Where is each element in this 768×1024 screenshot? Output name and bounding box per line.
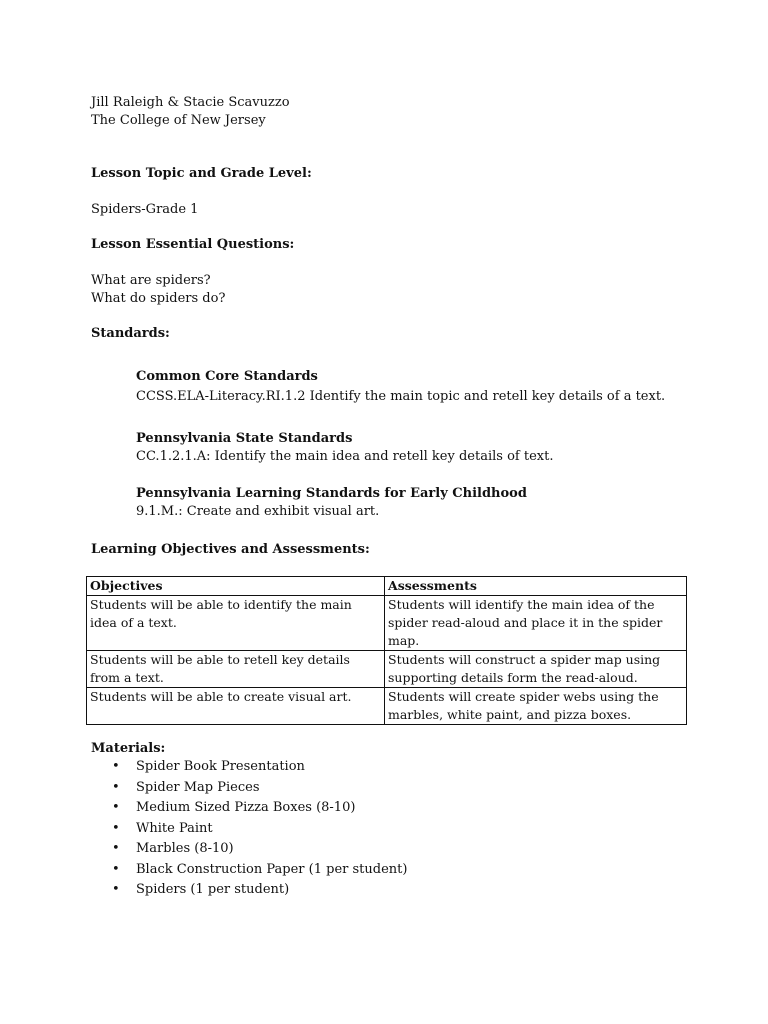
- table-cell: Students will create spider webs using the marbles, white paint, and pizza boxes.: [385, 688, 687, 725]
- table-cell: Students will be able to retell key details from a text.: [87, 651, 385, 688]
- list-item-label: Spider Map Pieces: [136, 779, 260, 795]
- materials-list: [110, 758, 407, 902]
- list-item-label: Black Construction Paper (1 per student): [136, 861, 408, 877]
- list-item-label: Medium Sized Pizza Boxes (8-10): [136, 800, 356, 815]
- standard-text-pa-early-childhood: 9.1.M.: Create and exhibit visual art.: [136, 504, 380, 519]
- list-item: [110, 779, 407, 800]
- standard-text-pa-state: CC.1.2.1.A: Identify the main idea and retell key details of text.: [136, 449, 554, 464]
- table-cell: Students will identify the main idea of the spider read-aloud and place it in the spider map.: [385, 596, 687, 651]
- list-item-label: Marbles (8-10): [136, 841, 234, 856]
- bullet-icon: •: [112, 882, 120, 897]
- bullet-icon: •: [112, 820, 120, 836]
- institution: The College of New Jersey: [91, 113, 266, 128]
- table-header-assessments: Assessments: [385, 577, 687, 596]
- bullet-icon: •: [112, 841, 120, 856]
- table-header-objectives: Objectives: [87, 577, 385, 596]
- list-item: [110, 799, 407, 820]
- standards-heading: Standards:: [91, 326, 170, 341]
- standard-title-pa-state: Pennsylvania State Standards: [136, 431, 353, 446]
- table-cell: Students will be able to create visual art.: [87, 688, 385, 725]
- table-header-row: [87, 577, 687, 596]
- bullet-icon: •: [112, 861, 120, 877]
- table-row: [87, 596, 687, 651]
- list-item: [110, 820, 407, 841]
- questions-heading: Lesson Essential Questions:: [91, 237, 295, 252]
- list-item: [110, 840, 407, 861]
- topic-value: Spiders-Grade 1: [91, 202, 199, 217]
- list-item: [110, 758, 407, 779]
- standard-text-common-core: CCSS.ELA-Literacy.RI.1.2 Identify the main topic and retell key details of a text.: [136, 389, 666, 404]
- materials-heading: Materials:: [91, 741, 166, 756]
- table-row: [87, 651, 687, 688]
- bullet-icon: •: [112, 800, 120, 815]
- bullet-icon: •: [112, 779, 120, 795]
- question-2: What do spiders do?: [91, 291, 226, 306]
- objectives-heading: Learning Objectives and Assessments:: [91, 542, 370, 557]
- table-cell: Students will be able to identify the main idea of a text.: [87, 596, 385, 651]
- list-item: [110, 861, 407, 882]
- list-item-label: Spider Book Presentation: [136, 759, 305, 774]
- authors: Jill Raleigh & Stacie Scavuzzo: [91, 95, 290, 110]
- objectives-table: [86, 576, 687, 725]
- standard-title-pa-early-childhood: Pennsylvania Learning Standards for Early Childhood: [136, 486, 527, 501]
- bullet-icon: •: [112, 759, 120, 774]
- question-1: What are spiders?: [91, 273, 211, 288]
- list-item-label: Spiders (1 per student): [136, 882, 290, 897]
- list-item: [110, 881, 407, 902]
- table-row: [87, 688, 687, 725]
- list-item-label: White Paint: [136, 820, 213, 836]
- standard-title-common-core: Common Core Standards: [136, 369, 318, 384]
- table-cell: Students will construct a spider map using supporting details form the read-aloud.: [385, 651, 687, 688]
- topic-heading: Lesson Topic and Grade Level:: [91, 166, 312, 181]
